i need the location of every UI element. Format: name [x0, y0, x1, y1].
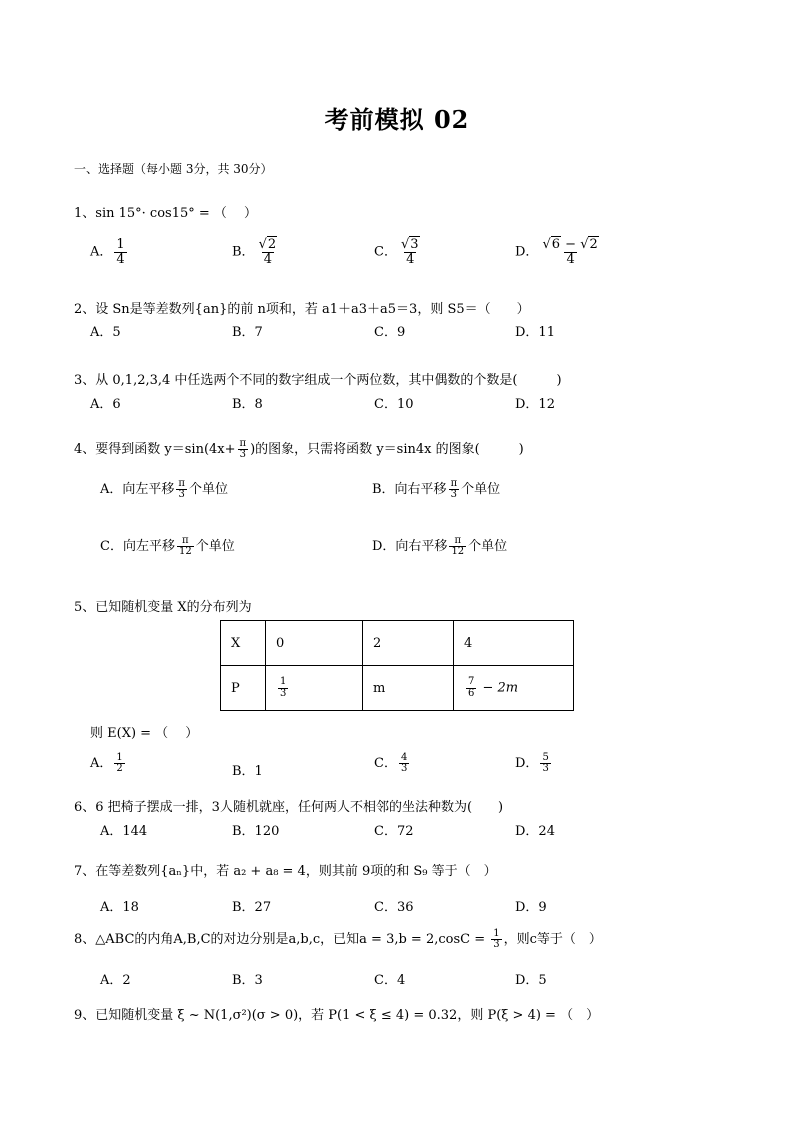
q1-option-a[interactable]: A． $\frac{1}{4}$: [90, 237, 125, 267]
table-cell: 2: [363, 621, 454, 666]
q8-option-b[interactable]: B．3: [232, 973, 263, 988]
page-title: 考前模拟 02: [324, 105, 470, 134]
q4-stem: 4、要得到函数 y＝sin(4x+ $\frac{\pi}{3}$ )的图象，只需将函数 y＝sin4x 的图象( ): [74, 437, 524, 460]
q1-option-b[interactable]: B． $\frac{√2}{4}$: [232, 237, 277, 267]
q8-option-c[interactable]: C．4: [374, 973, 406, 988]
table-cell: 0: [266, 621, 363, 666]
q1-option-c[interactable]: C． $\frac{√3}{4}$: [374, 237, 419, 267]
q2-option-a[interactable]: A．5: [90, 325, 121, 340]
q5-option-b[interactable]: B．1: [232, 764, 263, 779]
q1-stem: 1、sin 15°· cos15° = （ ）: [74, 206, 258, 221]
table-cell: $\frac{7}{6}$ − 2m: [454, 666, 574, 711]
q7-option-b[interactable]: B．27: [232, 900, 272, 915]
q6-stem: 6、6 把椅子摆成一排，3人随机就座，任何两人不相邻的坐法种数为( ): [74, 800, 504, 815]
q5-stem: 5、已知随机变量 X的分布列为: [74, 600, 252, 615]
q3-option-b[interactable]: B．8: [232, 397, 263, 412]
q8-option-a[interactable]: A．2: [100, 973, 131, 988]
q9-stem: 9、已知随机变量 ξ ~ N(1,σ²)(σ > 0)，若 P(1 < ξ ≤ 4) = 0.32，则 P(ξ > 4) = （ ）: [74, 1008, 600, 1023]
table-cell: P: [221, 666, 266, 711]
q7-option-c[interactable]: C．36: [374, 900, 414, 915]
table-cell: $\frac{1}{3}$: [266, 666, 363, 711]
q8-stem: 8、△ABC的内角A,B,C的对边分别是a,b,c，已知a = 3,b = 2,cosC = $\frac{1}{3}$ ，则c等于（ ）: [74, 927, 602, 950]
q8-option-d[interactable]: D．5: [515, 973, 547, 988]
table-cell: X: [221, 621, 266, 666]
q3-option-d[interactable]: D．12: [515, 397, 555, 412]
section-heading: 一、选择题（每小题 3分，共 30分）: [74, 162, 273, 176]
q4-option-c[interactable]: C．向左平移 $\frac{\pi}{12}$ 个单位: [100, 534, 235, 557]
table-row: [221, 666, 574, 711]
q3-stem: 3、从 0,1,2,3,4 中任选两个不同的数字组成一个两位数，其中偶数的个数是( ): [74, 373, 562, 388]
q4-option-d[interactable]: D．向右平移 $\frac{\pi}{12}$ 个单位: [372, 534, 508, 557]
q6-option-d[interactable]: D．24: [515, 824, 555, 839]
q5-option-d[interactable]: D． $\frac{5}{3}$: [515, 751, 549, 774]
q4-option-a[interactable]: A．向左平移 $\frac{\pi}{3}$ 个单位: [100, 477, 228, 500]
table-cell: 4: [454, 621, 574, 666]
q2-option-c[interactable]: C．9: [374, 325, 406, 340]
q2-stem: 2、设 Sn是等差数列{an}的前 n项和，若 a1＋a3＋a5＝3，则 S5＝（ ）: [74, 302, 530, 317]
q5-option-a[interactable]: A． $\frac{1}{2}$: [90, 751, 123, 774]
q7-option-a[interactable]: A．18: [100, 900, 139, 915]
table-row: [221, 621, 574, 666]
distribution-table: [220, 620, 574, 711]
q6-option-b[interactable]: B．120: [232, 824, 280, 839]
q3-option-a[interactable]: A．6: [90, 397, 121, 412]
q3-option-c[interactable]: C．10: [374, 397, 414, 412]
q4-option-b[interactable]: B．向右平移 $\frac{\pi}{3}$ 个单位: [372, 477, 501, 500]
q2-option-d[interactable]: D．11: [515, 325, 555, 340]
q2-option-b[interactable]: B．7: [232, 325, 263, 340]
table-cell: m: [363, 666, 454, 711]
q7-stem: 7、在等差数列{aₙ}中，若 a₂ + a₈ = 4，则其前 9项的和 S₉ 等于（ ）: [74, 864, 497, 879]
q5-option-c[interactable]: C． $\frac{4}{3}$: [374, 751, 408, 774]
q7-option-d[interactable]: D．9: [515, 900, 547, 915]
q6-option-a[interactable]: A．144: [100, 824, 148, 839]
q1-option-d[interactable]: D． $\frac{√6 - √2}{4}$: [515, 237, 598, 267]
q6-option-c[interactable]: C．72: [374, 824, 414, 839]
q5-follow: 则 E(X) = （ ）: [90, 726, 199, 741]
